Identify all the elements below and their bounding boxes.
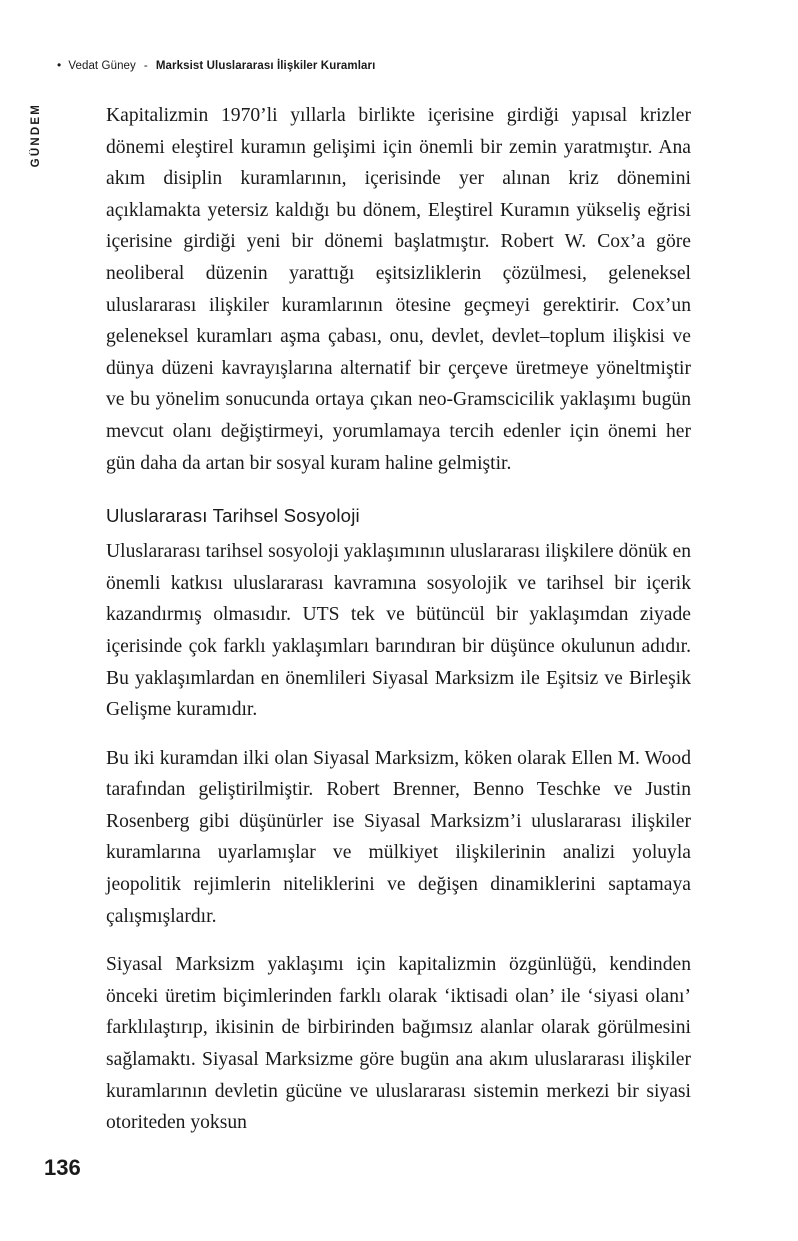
paragraph: Uluslararası tarihsel sosyoloji yaklaşımının uluslararası ilişkilere dönük en önemli katkısı uluslararası kavramına sosyolojik ve tarihsel bir içerik kazandırmış olmasıdır. UTS tek ve bütüncül bir yaklaşımdan ziyade içerisinde çok farklı yaklaşımları barındıran bir düşünce okulunun adıdır. Bu yaklaşımlardan en önemlileri Siyasal Marksizm ile Eşitsiz ve Birleşik Gelişme kuramıdır. <box>106 541 691 721</box>
running-head-title: Marksist Uluslararası İlişkiler Kuramları <box>155 60 376 72</box>
paragraph: Bu iki kuramdan ilki olan Siyasal Marksizm, köken olarak Ellen M. Wood tarafından geliştirilmiştir. Robert Brenner, Benno Teschke ve Justin Rosenberg gibi düşünürler ise Siyasal Marksizm’i uluslararası ilişkiler kuramlarına uyarlamışlar ve mülkiyet ilişkilerinin analizi yoluyla jeopolitik rejimlerin niteliklerini ve değişen dinamiklerini saptamaya çalışmışlardır. <box>106 747 691 927</box>
section-tab-label: GÜNDEM <box>30 103 42 168</box>
running-head-author: Vedat Güney <box>68 60 136 72</box>
page-number: 136 <box>44 1155 81 1180</box>
bullet-icon: • <box>57 58 62 72</box>
body-column <box>106 100 691 1139</box>
paragraph: Kapitalizmin 1970’li yıllarla birlikte içerisine girdiği yapısal krizler dönemi eleştirel kuramın gelişimi için önemli bir zemin yaratmıştır. Ana akım disiplin kuramlarının, içerisinde yer alınan kriz dönemini açıklamakta yetersiz kaldığı bu dönem, Eleştirel Kuramın yükseliş eğrisi içerisine girdiği yeni bir dönemi başlatmıştır. Robert W. Cox’a göre neoliberal düzenin yarattığı eşitsizliklerin çözülmesi, geleneksel uluslararası ilişkiler kuramlarının ötesine geçmeyi gerektirir. Cox’un geleneksel kuramları aşma çabası, onu, devlet, devlet–toplum ilişkisi ve dünya düzeni kavrayışlarına alternatif bir çerçeve üretmeye yöneltmiştir ve bu yönelim sonucunda ortaya çıkan neo-Gramscicilik yaklaşımı bugün mevcut olanı değiştirmeyi, yorumlamaya tercih edenler için önemi her gün daha da artan bir sosyal kuram haline gelmiştir. <box>106 105 691 474</box>
subheading: Uluslararası Tarihsel Sosyoloji <box>106 505 360 527</box>
paragraph: Siyasal Marksizm yaklaşımı için kapitalizmin özgünlüğü, kendinden önceki üretim biçimlerinden farklı olarak ‘iktisadi olan’ ile ‘siyasi olanı’ farklılaştırıp, ikisinin de birbirinden bağımsız alanlar olarak görülmesini sağlamaktı. Siyasal Marksizme göre bugün ana akım uluslararası ilişkiler kuramlarının devletin gücüne ve uluslararası sistemin merkezi bir siyasi otoriteden yoksun <box>106 954 691 1134</box>
running-head <box>57 60 697 72</box>
running-head-separator: - <box>143 60 148 72</box>
